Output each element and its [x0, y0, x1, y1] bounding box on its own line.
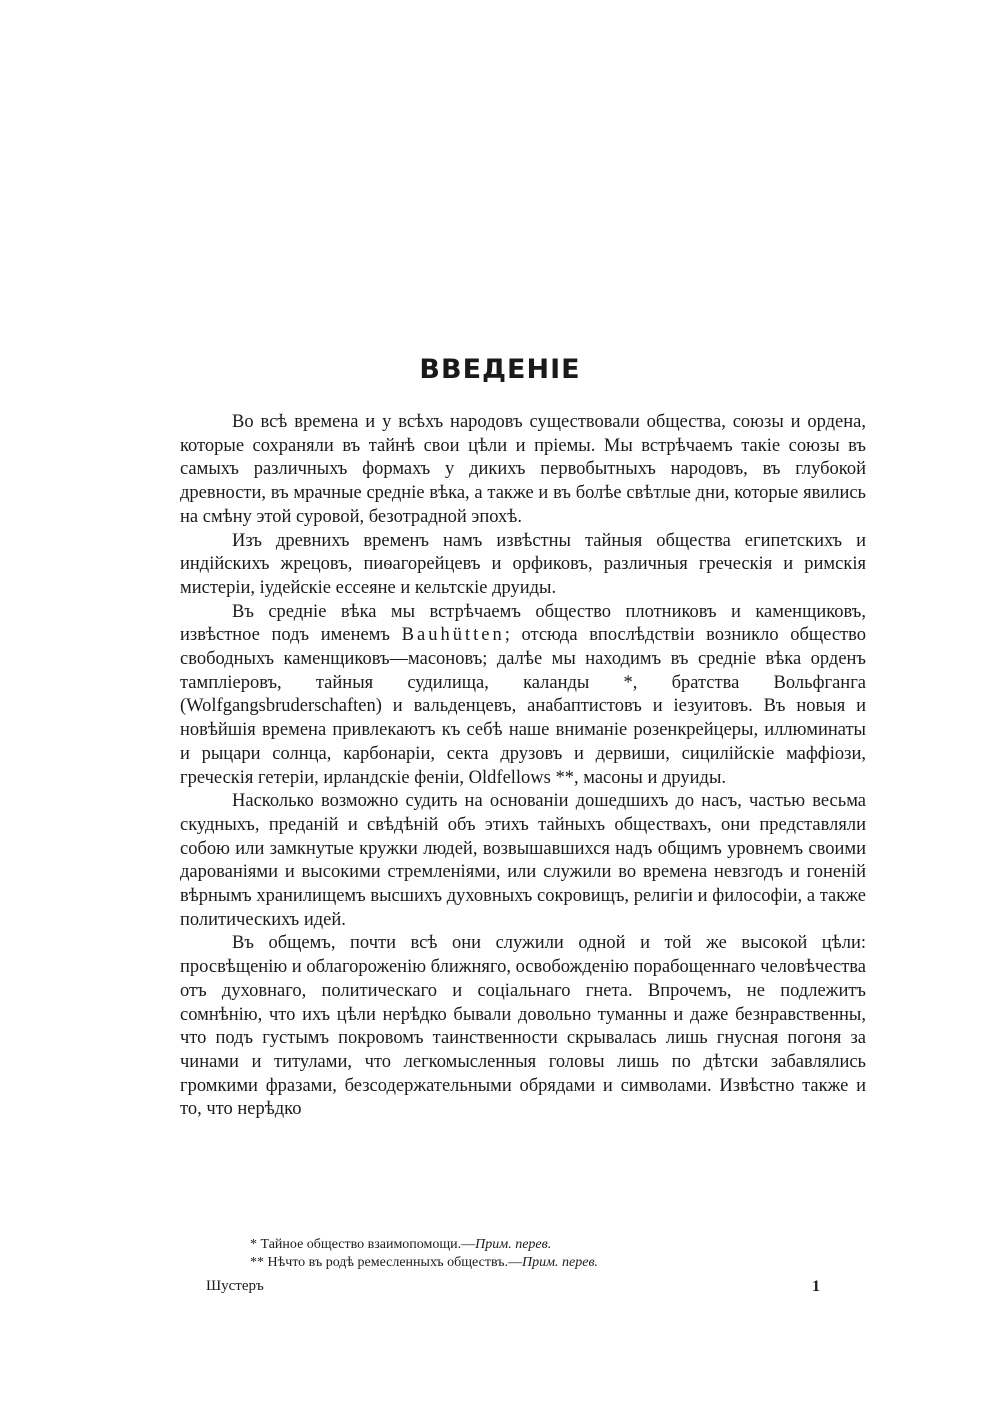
- page-number: 1: [812, 1278, 820, 1295]
- signature-mark: Шустеръ: [206, 1278, 264, 1294]
- chapter-title: ВВЕДЕНІЕ: [419, 354, 581, 385]
- paragraph-5: Въ общемъ, почти всѣ они служили одной и той же высокой цѣли: просвѣщенію и облагороженію ближняго, освобожденію порабощеннаго человѣчества отъ духовнаго, политическаго и соціальнаго гнета. Впрочемъ, не подлежитъ сомнѣнію, что ихъ цѣли нерѣдко бывали довольно туманны и даже безнравственны, что подъ густымъ покровомъ таинственности скрывалась лишь гнусная погоня за чинами и титулами, что легкомысленныя головы лишь по дѣтски забавлялись громкими фразами, безсодержательными обрядами и символами. Извѣстно также и то, что нерѣдко: [180, 933, 866, 1120]
- paragraph-1: Во всѣ времена и у всѣхъ народовъ существовали общества, союзы и ордена, которые сохраняли въ тайнѣ свои цѣли и пріемы. Мы встрѣчаемъ такіе союзы въ самыхъ различныхъ формахъ у дикихъ первобытныхъ народовъ, въ глубокой древности, въ мрачные средніе вѣка, а также и въ болѣе свѣтлые дни, которые явились на смѣну этой суровой, безотрадной эпохѣ.: [180, 412, 866, 527]
- paragraph-4: Насколько возможно судить на основаніи дошедшихъ до насъ, частью весьма скудныхъ, преданій и свѣдѣній объ этихъ тайныхъ обществахъ, они представляли собою или замкнутые кружки людей, возвышавшихся надъ общимъ уровнемъ своими дарованіями и высокими стремленіями, или служили во времена невзгодъ и гоненій вѣрнымъ хранилищемъ высшихъ духовныхъ сокровищъ, религіи и философіи, а также политическихъ идей.: [180, 791, 866, 930]
- footnote-1: [250, 1236, 870, 1254]
- paragraph-3-part-1: Въ средніе вѣка мы встрѣчаемъ общество плотниковъ и каменщиковъ, извѣстное подъ именемъ: [180, 601, 866, 646]
- paragraph-3-part-2: ; отсюда впослѣдствіи возникло общество свободныхъ каменщиковъ—масоновъ; далѣе мы находимъ въ средніе вѣка орденъ тампліеровъ, тайныя судилища, каланды *, братства Вольфганга (Wolfgangsbruderschaften) и вальденцевъ, анабаптистовъ и іезуитовъ. Въ новыя и новѣйшія времена привлекаютъ къ себѣ наше вниманіе розенкрейцеры, иллюминаты и рыцари солнца, карбонаріи, секта друзовъ и дервиши, сицилійскіе маффіози, греческія гетеріи, ирландскіе феніи, Oldfellows **, масоны и друиды.: [180, 625, 866, 788]
- footnote-2-text: ** Нѣчто въ родѣ ремесленныхъ обществъ.—: [250, 1255, 522, 1270]
- paragraph-2: Изъ древнихъ временъ намъ извѣстны тайныя общества египетскихъ и индійскихъ жрецовъ, пиѳагорейцевъ и орфиковъ, различныя греческія и римскія мистеріи, іудейскіе ессеяне и кельтскіе друиды.: [180, 530, 866, 598]
- body-text: [180, 411, 866, 1122]
- footnote-1-note: Прим. перев.: [475, 1237, 552, 1252]
- footnotes: [250, 1236, 870, 1272]
- paragraph-3: [180, 601, 866, 791]
- term-bauhutten: Bauhütten: [401, 625, 505, 646]
- footnote-1-text: * Тайное общество взаимопомощи.—: [250, 1237, 476, 1252]
- footnote-2-note: Прим. перев.: [521, 1255, 599, 1270]
- footnote-2: [250, 1254, 870, 1272]
